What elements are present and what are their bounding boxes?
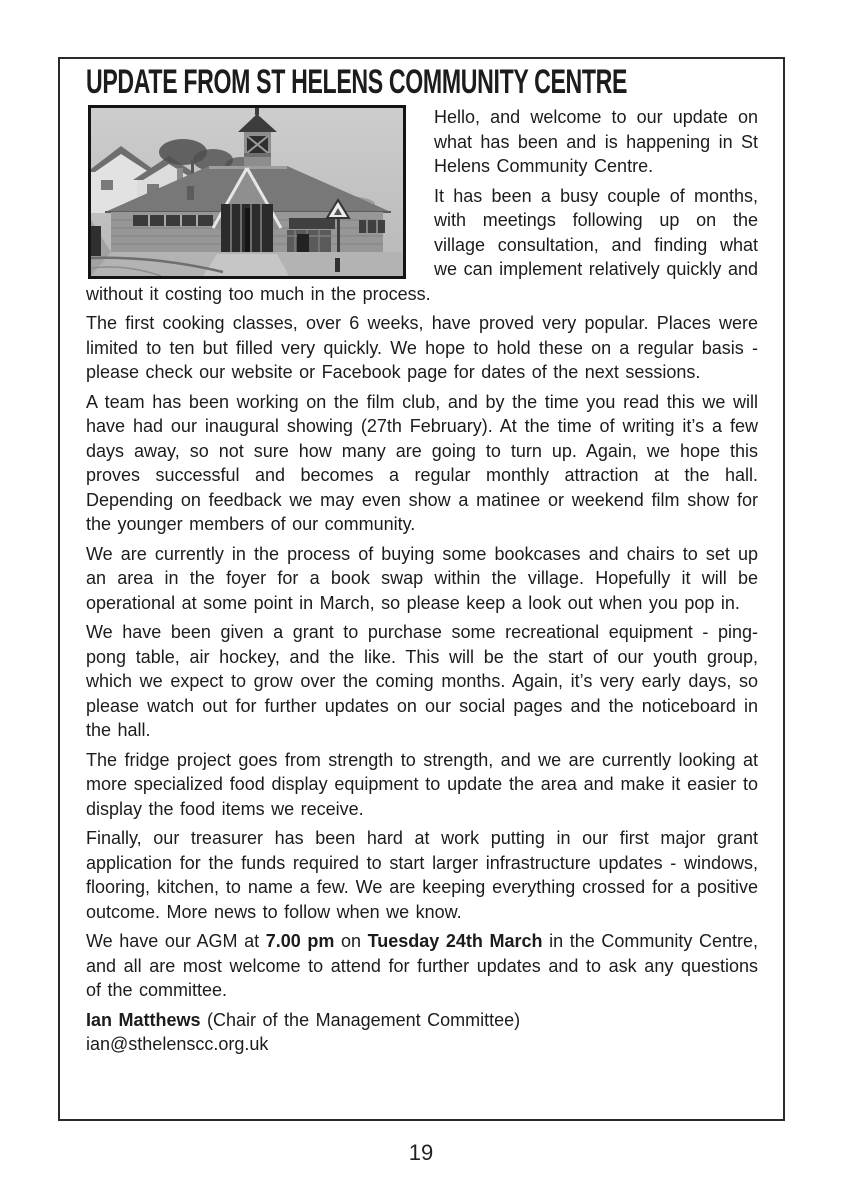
page-number: 19 [408,1140,434,1165]
article-frame [58,57,785,1121]
agm-text-post: in the Community Centre, and all are most welcome to attend for further updates and to ask any questions of the committee. [86,931,758,1000]
signature-email: ian@sthelenscc.org.uk [86,1034,269,1054]
article-title [86,63,758,102]
agm-text-pre: We have our AGM at [86,931,266,951]
article-paragraph: A team has been working on the film club, and by the time you read this we will have had our inaugural showing (27th February). At the time of writing it’s a few days away, so not sure how many are going to turn up. Again, we hope this proves successful and becomes a regular monthly attraction at the hall. Depending on feedback we may even show a matinee or weekend film show for the younger members of our community. [86,391,758,534]
signature-role: (Chair of the Management Committee) [200,1009,521,1030]
agm-time: 7.00 pm [265,931,335,951]
article-title-text: UPDATE FROM ST HELENS COMMUNITY CENTRE [86,63,628,101]
article-paragraph: The fridge project goes from strength to strength, and we are currently looking at more specialized food display equipment to update the area and make it easier to display the food items we receive. [86,749,758,819]
article-signature [86,1008,758,1057]
agm-text-mid: on [334,931,368,951]
article-paragraph: We are currently in the process of buying some bookcases and chairs to set up an area in the foyer for a book swap within the village. Hopefully it will be operational at some point in March, so please keep a look out when you pop in. [86,543,758,613]
article-paragraph-agm [86,929,758,1003]
article-paragraph-intro-1: Hello, and welcome to our update on what has been and is happening in St Helens Community Centre. [434,107,758,176]
article-paragraph: Finally, our treasurer has been hard at work putting in our first major grant application for the funds required to start larger infrastructure updates - windows, flooring, kitchen, to name a few. We are keeping everything crossed for a positive outcome. More news to follow when we know. [86,828,758,922]
agm-date: Tuesday 24th March [367,931,543,951]
article-paragraph-intro-2: It has been a busy couple of months, with meetings following up on the village consultation, and finding what we can implement relatively quickly and without it costing too much in the process. [86,185,758,304]
community-centre-photo [88,105,406,279]
article-paragraph: The first cooking classes, over 6 weeks, have proved very popular. Places were limited to ten but filled very quickly. We hope to hold these on a regular basis - please check our website or Facebook page for dates of the next sessions. [86,313,758,382]
signature-name: Ian Matthews [86,1009,201,1030]
photo-noticeboard [287,230,331,252]
article-body [86,105,758,1057]
article-paragraph: We have been given a grant to purchase some recreational equipment - ping-pong table, air hockey, and the like. This will be the start of our youth group, which we expect to grow over the coming months. Again, it’s very early days, so please watch out for further updates on our social pages and the noticeboard in the hall. [86,622,758,740]
community-centre-photo-illustration [91,108,403,276]
